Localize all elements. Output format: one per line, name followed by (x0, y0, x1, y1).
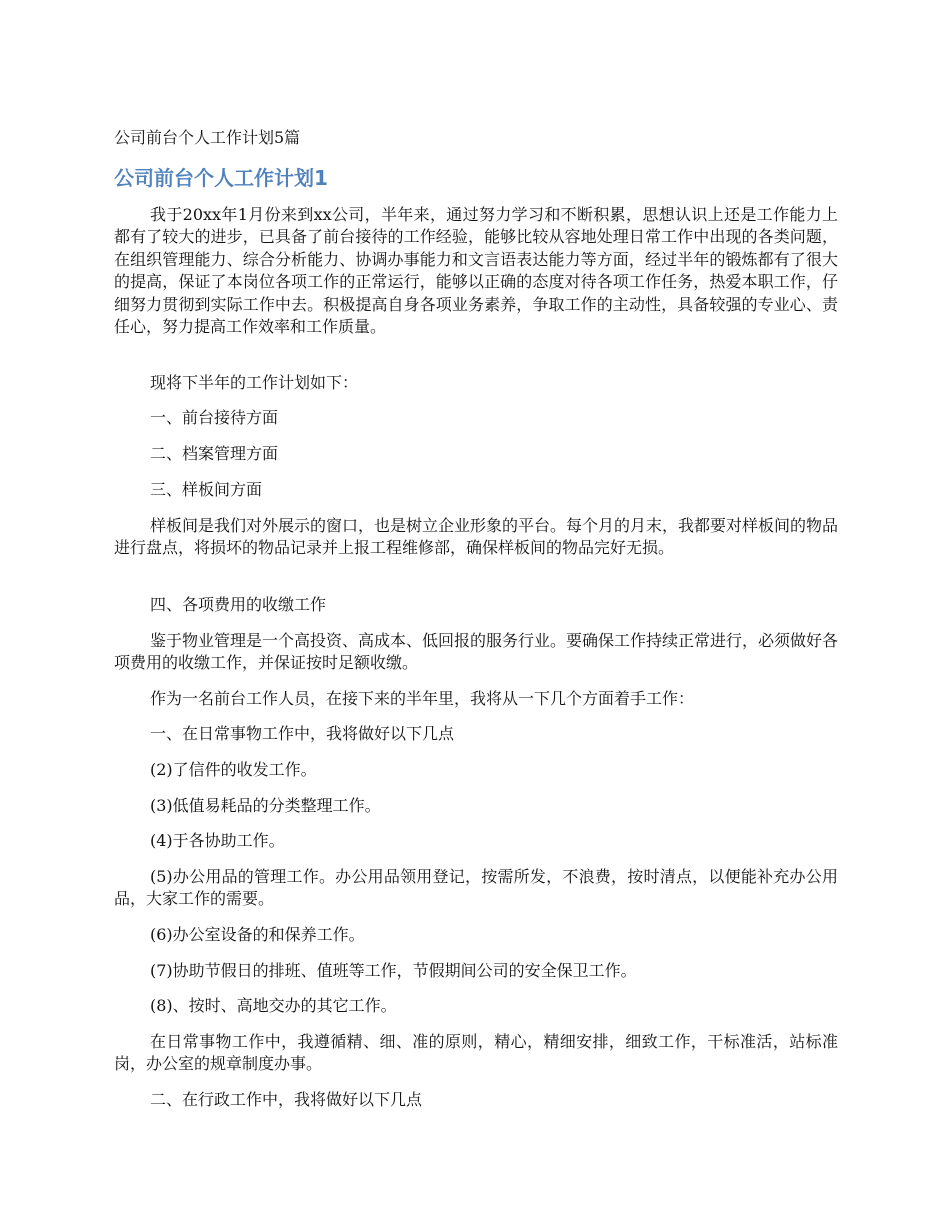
paragraph-list-item-7: (7)协助节假日的排班、值班等工作，节假期间公司的安全保卫工作。 (150, 961, 637, 980)
paragraph-daily-principles: 在日常事物工作中，我遵循精、细、准的原则，精心，精细安排，细致工作，干标准活，站标准岗，办公室的规章制度办事。 (114, 1032, 838, 1074)
paragraph-admin-work: 二、在行政工作中，我将做好以下几点 (150, 1090, 423, 1109)
paragraph-list-item-6: (6)办公室设备的和保养工作。 (150, 925, 365, 944)
paragraph-plan-intro: 现将下半年的工作计划如下： (150, 373, 359, 392)
paragraph-showroom-detail: 样板间是我们对外展示的窗口，也是树立企业形象的平台。每个月的月末，我都要对样板间的物品进行盘点，将损坏的物品记录并上报工程维修部，确保样板间的物品完好无损。 (114, 516, 839, 558)
paragraph-list-item-5: (5)办公用品的管理工作。办公用品领用登记，按需所发，不浪费，按时清点，以便能补充办公用品，大家工作的需要。 (114, 867, 838, 909)
paragraph-work-intro: 作为一名前台工作人员，在接下来的半年里，我将从一下几个方面着手工作： (150, 689, 695, 708)
document-title: 公司前台个人工作计划5篇 (114, 128, 301, 147)
paragraph-fees-detail: 鉴于物业管理是一个高投资、高成本、低回报的服务行业。要确保工作持续正常进行，必须做好各项费用的收缴工作，并保证按时足额收缴。 (114, 631, 839, 673)
paragraph-item-showroom: 三、样板间方面 (150, 480, 263, 499)
paragraph-list-item-2: (2)了信件的收发工作。 (150, 760, 317, 779)
paragraph-item-archives: 二、档案管理方面 (150, 444, 279, 463)
section-heading: 公司前台个人工作计划1 (114, 166, 328, 190)
paragraph-list-item-4: (4)于各协助工作。 (150, 831, 285, 850)
paragraph-item-reception: 一、前台接待方面 (150, 408, 279, 427)
paragraph-list-item-8: (8)、按时、高地交办的其它工作。 (150, 996, 397, 1015)
paragraph-daily-affairs: 一、在日常事物工作中，我将做好以下几点 (150, 724, 455, 743)
paragraph-item-fees: 四、各项费用的收缴工作 (150, 595, 327, 614)
paragraph-intro: 我于20xx年1月份来到xx公司，半年来，通过努力学习和不断积累，思想认识上还是工作能力上都有了较大的进步，已具备了前台接待的工作经验，能够比较从容地处理日常工作中出现的各类问题，在组织管理能力、综合分析能力、协调办事能力和文言语表达能力等方面，经过半年的锻炼都有了很大的提高，保证了本岗位各项工作的正常运行，能够以正确的态度对待各项工作任务，热爱本职工作，仔细努力贯彻到实际工作中去。积极提高自身各项业务素养，争取工作的主动性，具备较强的专业心、责任心，努力提高工作效率和工作质量。 (114, 205, 838, 337)
paragraph-list-item-3: (3)低值易耗品的分类整理工作。 (150, 796, 381, 815)
